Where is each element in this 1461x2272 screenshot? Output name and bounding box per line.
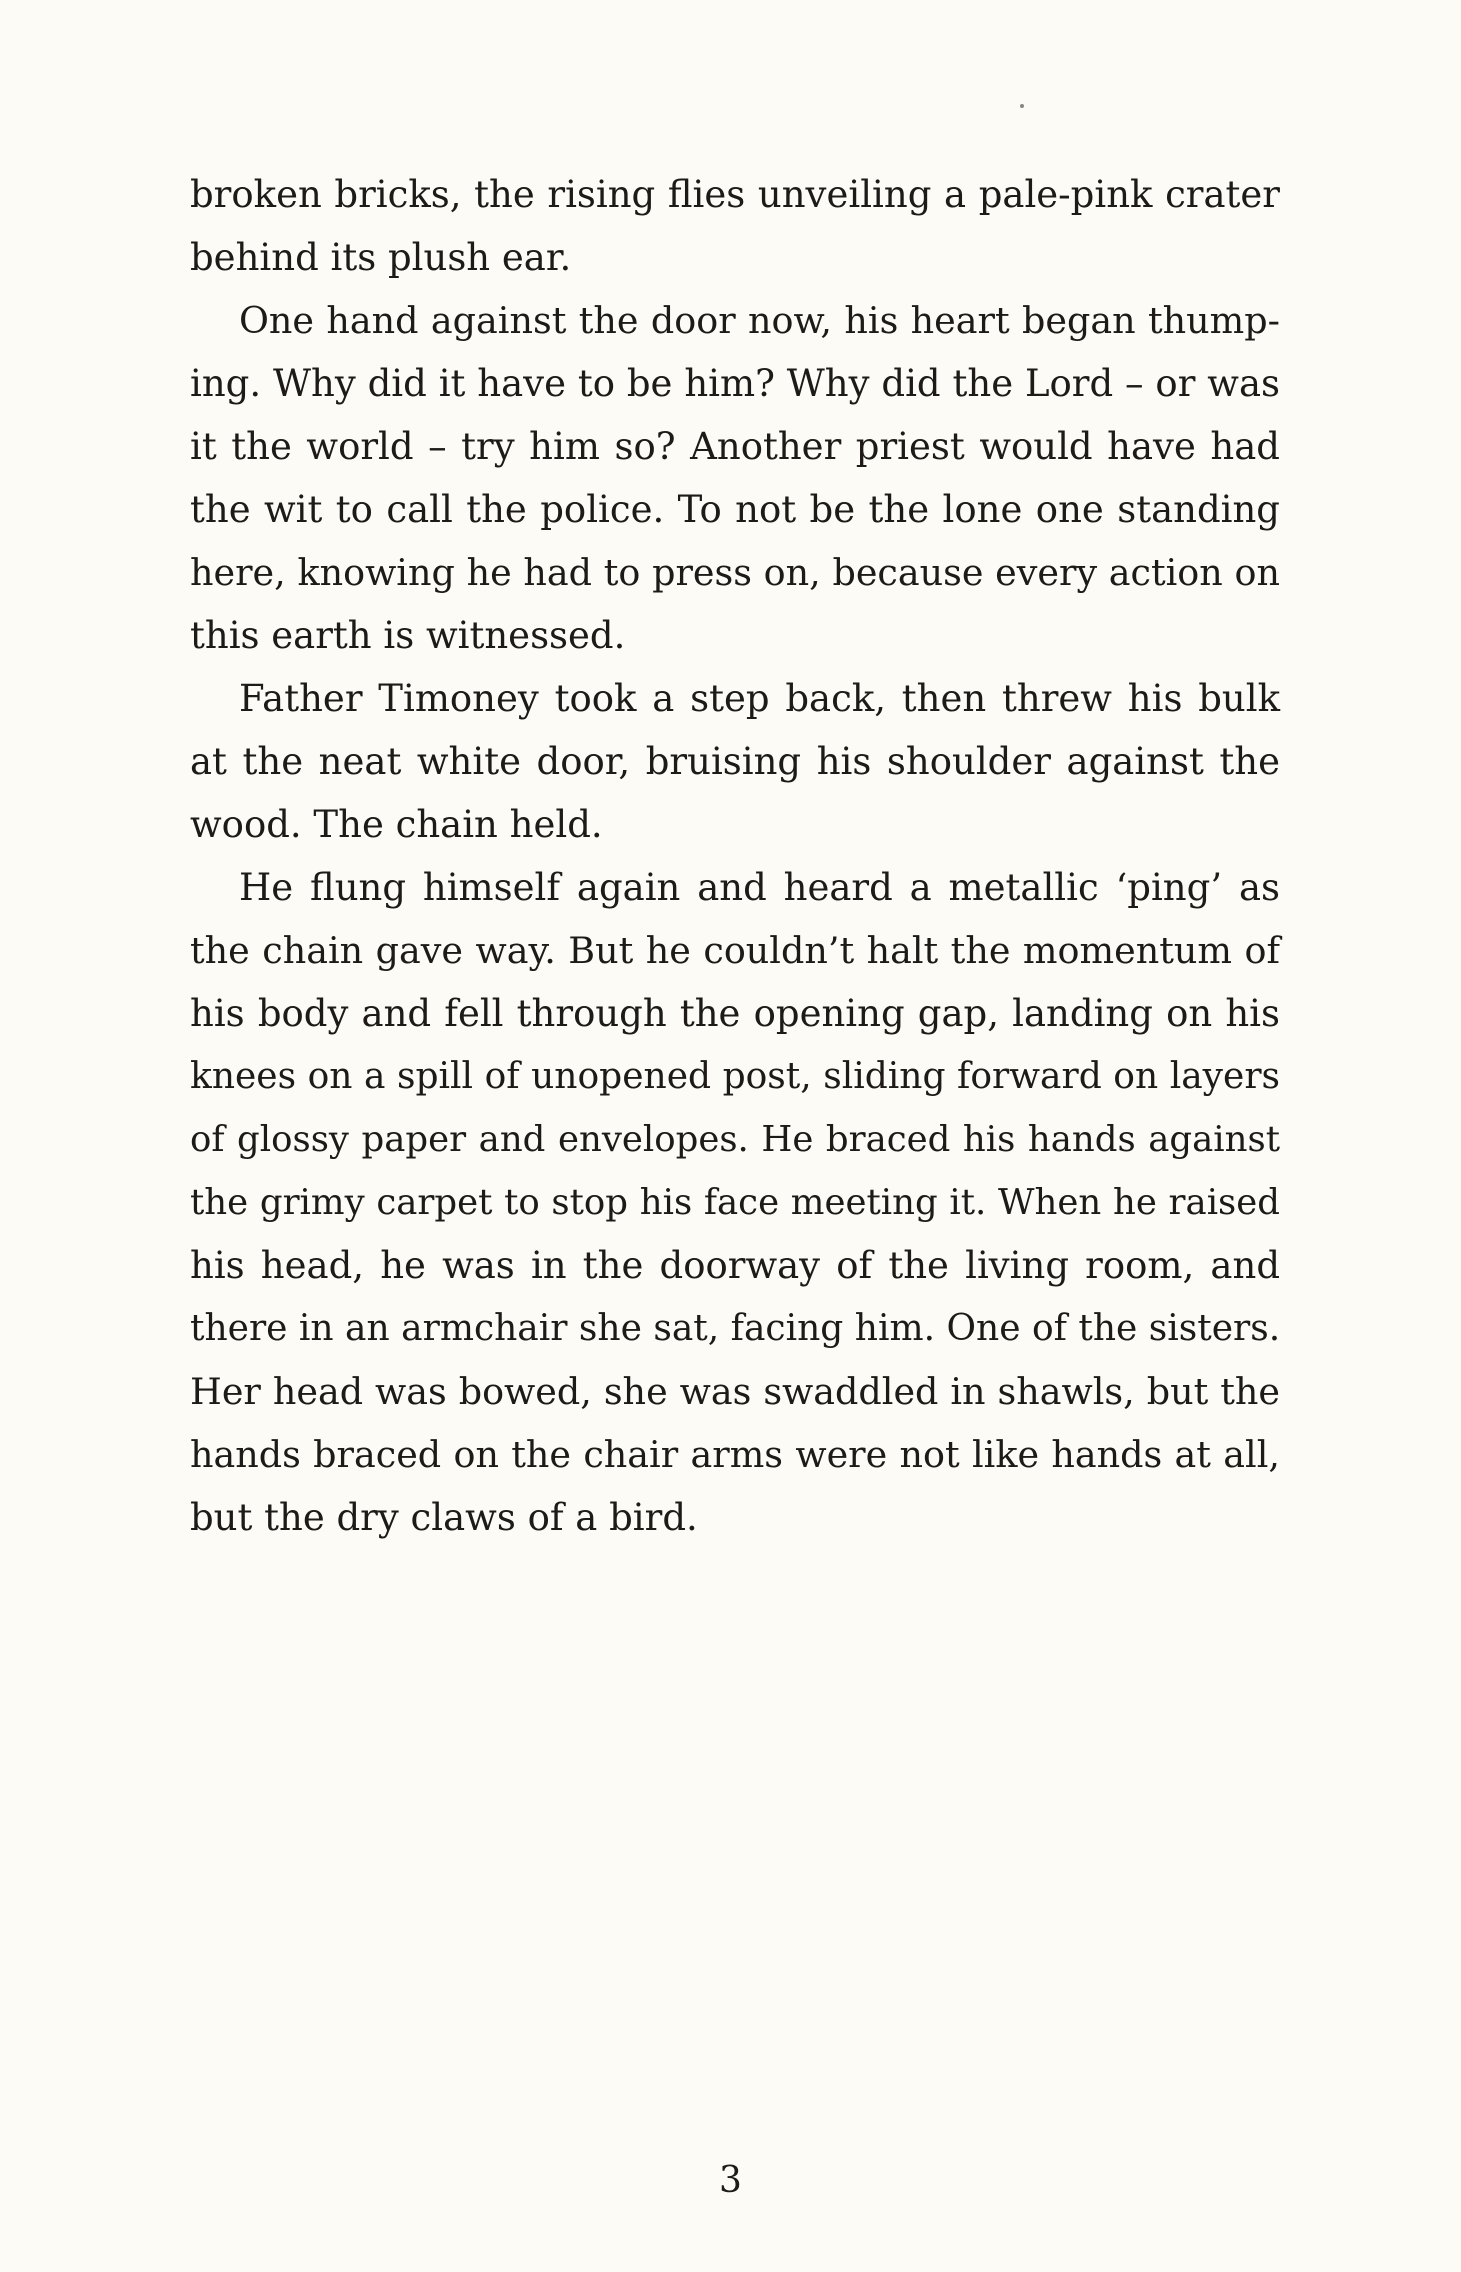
text-line: this earth is witnessed.	[190, 614, 626, 657]
body-text	[190, 163, 1280, 1549]
text-line: Father Timoney took a step back, then threw his bulk	[239, 677, 1280, 720]
text-line: there in an armchair she sat, facing him. One of the sisters.	[190, 1308, 1281, 1349]
page-number: 3	[719, 2160, 742, 2201]
text-line: but the dry claws of a bird.	[190, 1496, 698, 1539]
text-line: at the neat white door, bruising his shoulder against the	[190, 740, 1280, 783]
text-line: wood. The chain held.	[190, 803, 603, 846]
text-line: his head, he was in the doorway of the living room, and	[190, 1244, 1280, 1287]
text-line: the wit to call the police. To not be the lone one standing	[190, 488, 1280, 531]
text-line: the grimy carpet to stop his face meeting it. When he raised	[190, 1182, 1280, 1223]
text-line: hands braced on the chair arms were not like hands at all,	[190, 1433, 1280, 1476]
text-line: knees on a spill of unopened post, sliding forward on layers	[190, 1056, 1280, 1097]
text-line: the chain gave way. But he couldn’t halt the momentum of	[190, 929, 1280, 972]
text-line: broken bricks, the rising flies unveiling a pale-pink crater	[190, 173, 1280, 216]
text-line: his body and fell through the opening gap, landing on his	[190, 992, 1280, 1035]
text-line: it the world – try him so? Another priest would have had	[190, 425, 1280, 468]
paper-speck	[1020, 104, 1024, 108]
text-line: of glossy paper and envelopes. He braced his hands against	[190, 1119, 1280, 1160]
text-line: behind its plush ear.	[190, 236, 572, 279]
text-line: Her head was bowed, she was swaddled in shawls, but the	[190, 1370, 1280, 1413]
text-line: here, knowing he had to press on, because every action on	[190, 551, 1280, 594]
text-line: ing. Why did it have to be him? Why did the Lord – or was	[190, 362, 1280, 405]
text-line: One hand against the door now, his heart began thump-	[239, 299, 1280, 342]
text-line: He flung himself again and heard a metallic ‘ping’ as	[239, 866, 1280, 909]
